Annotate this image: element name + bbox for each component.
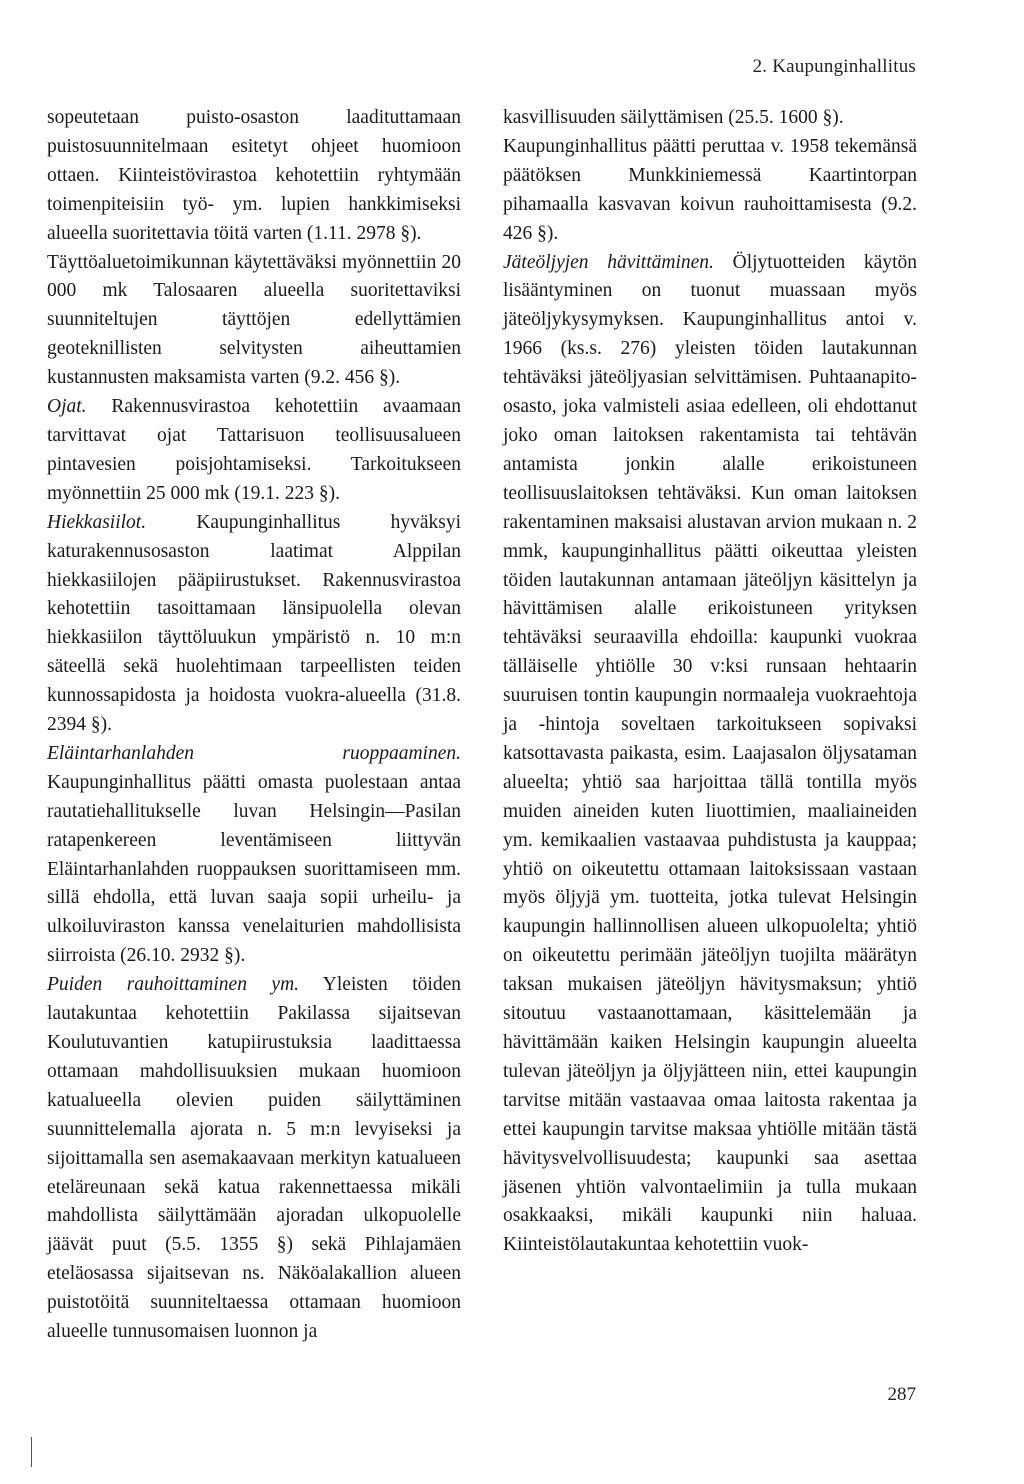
paragraph-heading: Hiekkasiilot. <box>47 511 147 533</box>
paragraph <box>503 133 917 249</box>
paragraph-text: kasvillisuuden säilyttämisen (25.5. 1600 §). <box>503 107 844 128</box>
paragraph-text: Kaupunginhallitus päätti peruttaa v. 1958 tekemänsä päätöksen Munkkiniemessä Kaartintorpan pihamaalla kasvavan koivun rauhoittamisesta (9.2. 426 §). <box>503 135 917 244</box>
paragraph <box>47 104 461 249</box>
paragraph <box>503 249 917 1261</box>
paragraph <box>503 104 917 133</box>
paragraph-text: Täyttöaluetoimikunnan käytettäväksi myönnettiin 20 000 mk Talosaaren alueella suoritettaviksi suunniteltujen täyttöjen edellyttämien geoteknillisten selvitysten aiheuttamien kustannusten maksamista varten (9.2. 456 §). <box>47 251 461 389</box>
left-column <box>47 104 461 1347</box>
margin-rule <box>31 1437 32 1467</box>
paragraph-text: Yleisten töiden lautakuntaa kehotettiin Pakilassa sijaitsevan Koulutuvantien katupiirustuksia laadittaessa ottamaan mahdollisuuksien mukaan huomioon katualueella olevien puiden säilyttäminen suunnittelemalla ajorata n. 5 m:n levyiseksi ja sijoittamalla sen asemakaavaan merkityn katualueen eteläreunaan sekä katua rakennettaessa mikäli mahdollista säilyttämään ajoradan ulkopuolelle jäävät puut (5.5. 1355 §) sekä Pihlajamäen eteläosassa sijaitsevan ns. Näköalakallion alueen puistotöitä suunniteltaessa ottamaan huomioon alueelle tunnusomaisen luonnon ja <box>47 974 461 1343</box>
paragraph-heading: Puiden rauhoittaminen ym. <box>47 974 300 996</box>
paragraph-heading: Eläintarhanlahden ruoppaaminen. <box>47 742 461 764</box>
paragraph-text: Kaupunginhallitus hyväksyi katurakennusosaston laatimat Alppilan hiekkasiilojen pääpiirustukset. Rakennusvirastoa kehotettiin tasoittamaan länsipuolella olevan hiekkasiilon täyttöluukun ympäristö n. 10 m:n säteellä sekä huolehtimaan tarpeellisten teiden kunnossapidosta ja hoidosta vuokra-alueella (31.8. 2394 §). <box>47 511 461 736</box>
paragraph-heading: Ojat. <box>47 396 87 418</box>
paragraph <box>47 971 461 1347</box>
paragraph <box>47 393 461 509</box>
paragraph <box>47 509 461 740</box>
right-column <box>503 104 917 1260</box>
paragraph-text: Rakennusvirastoa kehotettiin avaamaan tarvittavat ojat Tattarisuon teollisuusalueen pintavesien poisjohtamiseksi. Tarkoitukseen myönnettiin 25 000 mk (19.1. 223 §). <box>47 396 461 504</box>
paragraph-text: Kaupunginhallitus päätti omasta puolestaan antaa rautatiehallitukselle luvan Helsingin—Pasilan ratapenkereen leventämiseen liittyvän Eläintarhanlahden ruoppauksen suorittamiseen mm. sillä ehdolla, että luvan saaja sopii urheilu- ja ulkoiluviraston kanssa venelaiturien mahdollisista siirroista (26.10. 2932 §). <box>47 771 461 967</box>
page-number: 287 <box>887 1384 916 1405</box>
running-head: 2. Kaupunginhallitus <box>752 56 916 77</box>
paragraph-heading: Jäteöljyjen hävittäminen. <box>503 251 714 273</box>
paragraph <box>47 249 461 394</box>
paragraph <box>47 740 461 971</box>
paragraph-text: sopeutetaan puisto-osaston laadituttamaan puistosuunnitelmaan esitetyt ohjeet huomioon ottaen. Kiinteistövirastoa kehotettiin ryhtymään toimenpiteisiin työ- ym. lupien hankkimiseksi alueella suoritettavia töitä varten (1.11. 2978 §). <box>47 107 461 244</box>
paragraph-text: Öljytuotteiden käytön lisääntyminen on tuonut muassaan myös jäteöljykysymyksen. Kaupunginhallitus antoi v. 1966 (ks.s. 276) yleisten töiden lautakunnan tehtäväksi jäteöljyasian selvittämisen. Puhtaanapito-osasto, joka valmisteli asiaa edelleen, oli ehdottanut joko oman laitoksen rakentamista tai tehtävän antamista jonkin alalle erikoistuneen teollisuuslaitoksen tehtäväksi. Kun oman laitoksen rakentaminen maksaisi alustavan arvion mukaan n. 2 mmk, kaupunginhallitus päätti oikeuttaa yleisten töiden lautakunnan antamaan jäteöljyn käsittelyn ja hävittämisen alalle erikoistuneen yrityksen tehtäväksi seuraavilla ehdoilla: kaupunki vuokraa tälläiselle yhtiölle 30 v:ksi runsaan hehtaarin suuruisen tontin kaupungin normaaleja vuokraehtoja ja -hintoja soveltaen tarkoitukseen sopivaksi katsottavasta paikasta, esim. Laajasalon öljysataman alueelta; yhtiö saa harjoittaa tällä tontilla myös muiden aineiden kuten liuottimien, maaliaineiden ym. kemikaalien vastaavaa puhdistusta ja kauppaa; yhtiö on oikeutettu ottamaan laitoksissaan vastaan myös öljyjä ym. tuotteita, jotka tulevat Helsingin kaupungin hallinnollisen alueen ulkopuolelta; yhtiö on oikeutettu perimään jäteöljyn tuojilta määrätyn taksan mukaisen jäteöljyn hävitysmaksun; yhtiö sitoutuu vastaanottamaan, käsittelemään ja hävittämään kaiken Helsingin kaupungin alueelta tulevan jäteöljyn ja öljyjätteen niin, ettei kaupungin tarvitse mitään vastaavaa omaa laitosta rakentaa ja ettei kaupungin tarvitse maksaa yhtiölle mitään tästä hävitysvelvollisuudesta; kaupunki saa asettaa jäsenen yhtiön valvontaelimiin ja tulla mukaan osakkaaksi, mikäli kaupunki niin haluaa. Kiinteistölautakuntaa kehotettiin vuok- <box>503 251 918 1256</box>
